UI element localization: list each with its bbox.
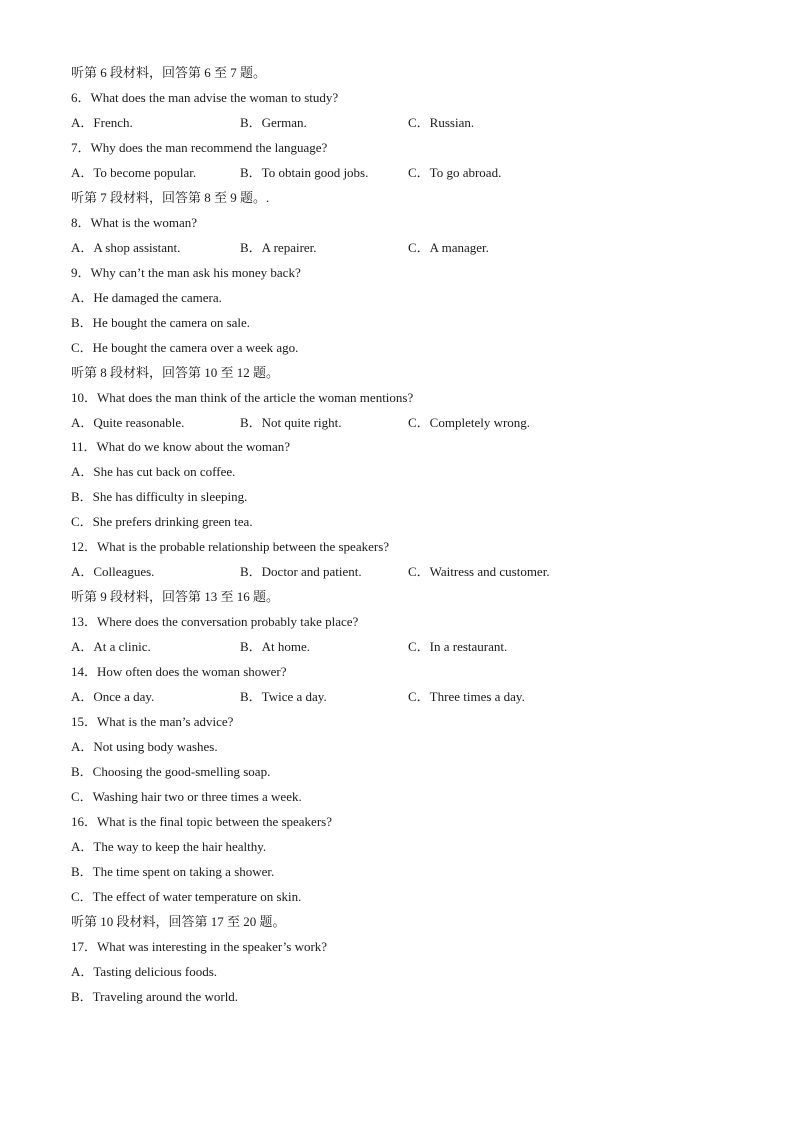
section-header: 听第 6 段材料，回答第 6 至 7 题。 xyxy=(71,65,267,80)
options-row-7 xyxy=(0,163,794,183)
question-9: 9．Why can’t the man ask his money back? xyxy=(71,265,301,280)
option-b: B．She has difficulty in sleeping. xyxy=(71,489,248,504)
option-a: A．To become popular. xyxy=(71,165,197,180)
question-12: 12．What is the probable relationship between the speakers? xyxy=(71,539,390,554)
option-c: C．A manager. xyxy=(408,240,489,255)
option-b: B．The time spent on taking a shower. xyxy=(71,864,275,879)
options-row-14 xyxy=(0,687,794,707)
option-b: B．Choosing the good-smelling soap. xyxy=(71,764,271,779)
option-b: B．He bought the camera on sale. xyxy=(71,315,251,330)
option-c: C．The effect of water temperature on skin. xyxy=(71,889,302,904)
option-a: A．She has cut back on coffee. xyxy=(71,464,236,479)
question-11: 11．What do we know about the woman? xyxy=(71,439,291,454)
option-a: A．Tasting delicious foods. xyxy=(71,964,218,979)
option-b: B．At home. xyxy=(240,639,311,654)
option-a: A．The way to keep the hair healthy. xyxy=(71,839,267,854)
option-c: C．Three times a day. xyxy=(408,689,525,704)
option-c: C．Waitress and customer. xyxy=(408,564,550,579)
option-b: B．Doctor and patient. xyxy=(240,564,362,579)
option-c: C．In a restaurant. xyxy=(408,639,508,654)
options-row-10 xyxy=(0,413,794,433)
section-header: 听第 8 段材料，回答第 10 至 12 题。 xyxy=(71,365,280,380)
options-row-8 xyxy=(0,238,794,258)
section-header: 听第 10 段材料，回答第 17 至 20 题。 xyxy=(71,914,286,929)
question-8: 8．What is the woman? xyxy=(71,215,197,230)
question-17: 17．What was interesting in the speaker’s work? xyxy=(71,939,328,954)
option-a: A．Quite reasonable. xyxy=(71,415,185,430)
option-a: A．A shop assistant. xyxy=(71,240,181,255)
question-16: 16．What is the final topic between the speakers? xyxy=(71,814,332,829)
option-c: C．She prefers drinking green tea. xyxy=(71,514,253,529)
option-b: B．Traveling around the world. xyxy=(71,989,239,1004)
options-row-6 xyxy=(0,113,794,133)
option-c: C．Russian. xyxy=(408,115,475,130)
question-7: 7．Why does the man recommend the language? xyxy=(71,140,328,155)
section-header: 听第 9 段材料，回答第 13 至 16 题。 xyxy=(71,589,280,604)
option-b: B．German. xyxy=(240,115,307,130)
option-a: A．He damaged the camera. xyxy=(71,290,222,305)
question-15: 15．What is the man’s advice? xyxy=(71,714,234,729)
option-a: A．Once a day. xyxy=(71,689,155,704)
question-14: 14．How often does the woman shower? xyxy=(71,664,287,679)
option-c: C．Completely wrong. xyxy=(408,415,531,430)
options-row-12 xyxy=(0,562,794,582)
option-c: C．Washing hair two or three times a week. xyxy=(71,789,302,804)
section-header: 听第 7 段材料，回答第 8 至 9 题。. xyxy=(71,190,270,205)
option-c: C．He bought the camera over a week ago. xyxy=(71,340,299,355)
question-13: 13．Where does the conversation probably take place? xyxy=(71,614,359,629)
option-a: A．Not using body washes. xyxy=(71,739,218,754)
option-b: B．To obtain good jobs. xyxy=(240,165,369,180)
option-b: B．A repairer. xyxy=(240,240,317,255)
option-a: A．Colleagues. xyxy=(71,564,155,579)
option-c: C．To go abroad. xyxy=(408,165,502,180)
question-6: 6．What does the man advise the woman to study? xyxy=(71,90,339,105)
question-10: 10．What does the man think of the article the woman mentions? xyxy=(71,390,414,405)
option-a: A．French. xyxy=(71,115,133,130)
option-b: B．Twice a day. xyxy=(240,689,327,704)
option-b: B．Not quite right. xyxy=(240,415,342,430)
option-a: A．At a clinic. xyxy=(71,639,151,654)
options-row-13 xyxy=(0,637,794,657)
